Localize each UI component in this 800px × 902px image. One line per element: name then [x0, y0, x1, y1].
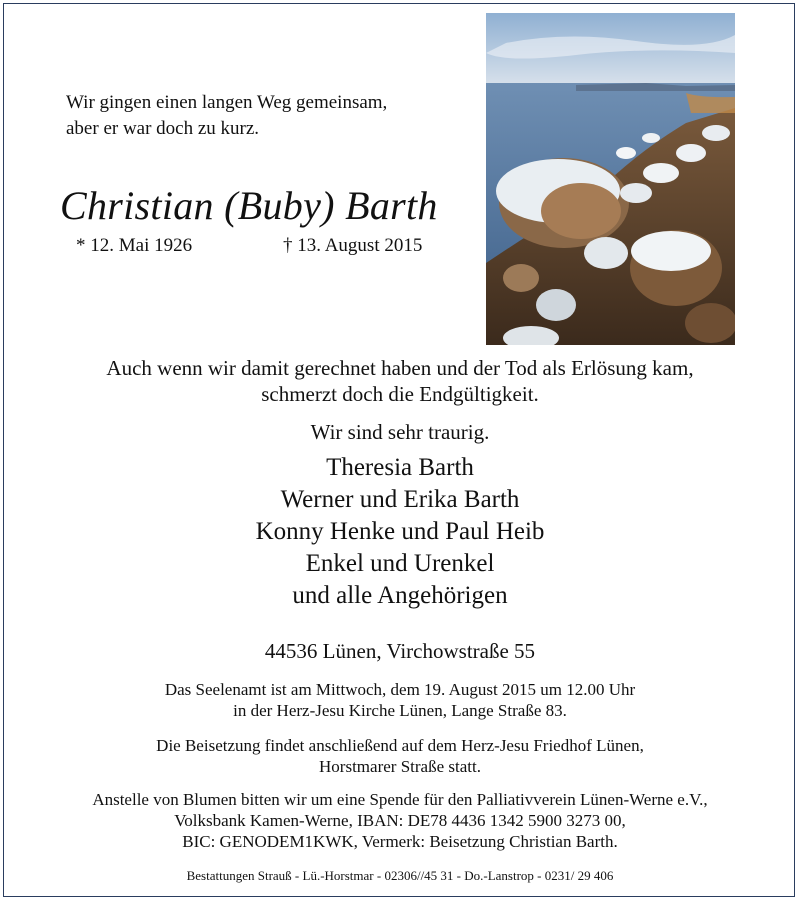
death-date: † 13. August 2015: [283, 235, 423, 256]
birth-date: * 12. Mai 1926: [76, 235, 193, 256]
mourner-entry: Theresia Barth: [326, 454, 474, 481]
donation-line: Anstelle von Blumen bitten wir um eine Spende für den Palliativverein Lünen-Werne e.V.,: [92, 790, 708, 809]
burial-line: Die Beisetzung findet anschließend auf dem Herz-Jesu Friedhof Lünen,: [156, 736, 644, 755]
burial-info: [0, 735, 800, 777]
funeral-home-footer: Bestattungen Strauß - Lü.-Horstmar - 02306//45 31 - Do.-Lanstrop - 0231/ 29 406: [186, 868, 614, 883]
donation-info: [0, 789, 800, 852]
intro-line: Auch wenn wir damit gerechnet haben und der Tod als Erlösung kam,: [106, 356, 694, 380]
mourners-list: [0, 452, 800, 612]
family-address: 44536 Lünen, Virchowstraße 55: [264, 639, 536, 663]
poem-verse: [66, 90, 387, 142]
donation-line: BIC: GENODEM1KWK, Vermerk: Beisetzung Christian Barth.: [182, 832, 618, 851]
intro-text: [0, 355, 800, 407]
deceased-name: Christian (Buby) Barth: [60, 183, 438, 228]
mass-line: Das Seelenamt ist am Mittwoch, dem 19. August 2015 um 12.00 Uhr: [164, 680, 636, 699]
mass-line: in der Herz-Jesu Kirche Lünen, Lange Straße 83.: [233, 701, 567, 720]
mourner-entry: und alle Angehörigen: [292, 582, 508, 609]
poem-line: Wir gingen einen langen Weg gemeinsam,: [66, 92, 388, 113]
burial-line: Horstmarer Straße statt.: [319, 757, 481, 776]
poem-line: aber er war doch zu kurz.: [66, 118, 260, 139]
mourner-entry: Werner und Erika Barth: [280, 486, 520, 513]
requiem-mass-info: [0, 679, 800, 721]
rocky-shore-photo: [486, 13, 735, 345]
mourner-entry: Enkel und Urenkel: [305, 550, 495, 577]
intro-line: schmerzt doch die Endgültigkeit.: [261, 382, 539, 406]
sad-note: Wir sind sehr traurig.: [310, 420, 490, 444]
donation-line: Volksbank Kamen-Werne, IBAN: DE78 4436 1342 5900 3273 00,: [174, 811, 626, 830]
mourner-entry: Konny Henke und Paul Heib: [255, 518, 545, 545]
